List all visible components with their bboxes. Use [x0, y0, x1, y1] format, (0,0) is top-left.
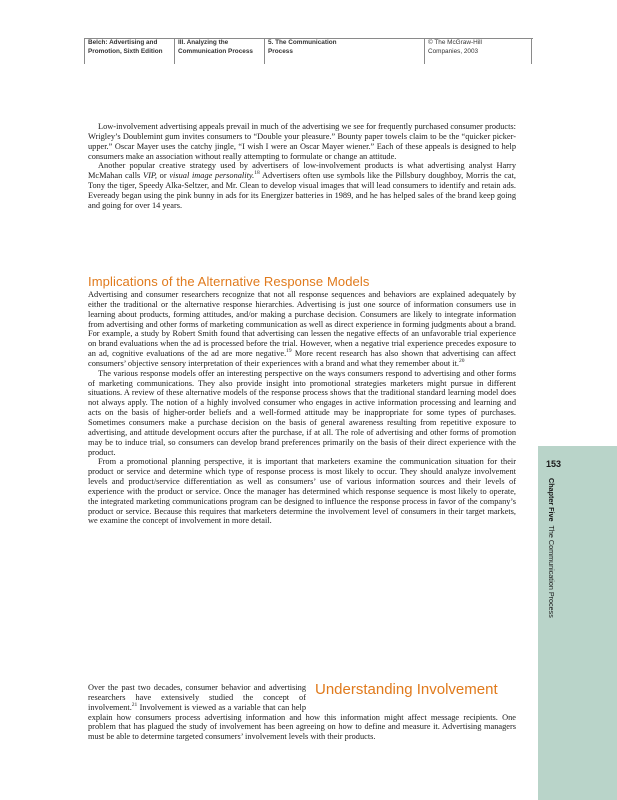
- section-heading-understanding-involvement: Understanding Involvement: [315, 681, 498, 698]
- page-number: 153: [546, 459, 562, 469]
- emphasis: VIP,: [142, 171, 157, 181]
- paragraph: From a promotional planning perspective, it is important that marketers examine the communication situation for their product or service and determine which type of response process is most likely to occur. They should analyze involvement levels and product/service differentiation as well as consumers’ use of various information sources and their levels of experience with the product or service. Once the manager has determined which response sequence is most likely to operate, the integrated marketing communications program can be designed to influence the response process in favor of the company’s product or service. Because this requires that marketers determine the involvement level of consumers in their target markets, we examine the concept of involvement in more detail.: [88, 457, 516, 526]
- footnote-ref: 18: [254, 170, 260, 177]
- paragraph: The various response models offer an interesting perspective on the ways consumers respond to advertising and other forms of marketing communications. They also provide insight into promotional strategies marketers might pursue in different situations. A review of these alternative models of the response process shows that the traditional standard learning model does not always apply. The notion of a highly involved consumer who engages in active information processing and learning and acts on the basis of higher-order beliefs and a well-formed attitude may be inappropriate for some types of purchases. Sometimes consumers make a purchase decision on the basis of general awareness resulting from repetitive exposure to advertising, and attitude development occurs after the purchase, if at all. The role of advertising and other forms of promotion may be to induce trial, so consumers can develop brand preferences primarily on the basis of their direct experience with the product.: [88, 368, 516, 457]
- header-part: [174, 38, 264, 64]
- body-section-implications: [88, 290, 516, 526]
- header-part-line2: Communication Process: [178, 48, 253, 55]
- chapter-running-title-text: [547, 478, 556, 618]
- chapter-title: The Communication Process: [547, 525, 556, 618]
- paragraph: [88, 290, 516, 369]
- text-run: More recent research has also shown that advertising can affect consumers’ objective sensory interpretation of their experiences with a brand and what they remember about it.: [88, 349, 516, 368]
- emphasis: visual image personality.: [169, 171, 255, 181]
- header-book-title-line1: Belch: Advertising and: [88, 39, 158, 46]
- header-copyright: [424, 38, 532, 64]
- text-run: Over the past two decades, consumer behavior and advertising researchers have extensively studied the concept of involvement.: [88, 683, 306, 712]
- footnote-ref: 19: [286, 348, 292, 355]
- footnote-ref: 20: [459, 358, 465, 365]
- header-chapter-line2: Process: [268, 48, 293, 55]
- chapter-running-title: [545, 478, 557, 798]
- body-section-low-involvement: [88, 122, 516, 211]
- header-book-title-line2: Promotion, Sixth Edition: [88, 48, 163, 55]
- header-copyright-line1: © The McGraw-Hill: [428, 39, 482, 46]
- section-heading: Implications of the Alternative Response Models: [88, 274, 370, 289]
- text-run: Advertising and consumer researchers recognize that not all response sequences and behaviors are explained adequately by either the traditional or the alternative response hierarchies. Advertising is just one source of information consumers use in learning about products, forming attitudes, and/or making a purchase decision. Consumers are likely to integrate information from advertising and other forms of marketing communication as well as direct experience in forming judgments about a brand. For example, a study by Robert Smith found that advertising can lessen the negative effects of an unfavorable trial experience on brand evaluations when the ad is processed before the trial. However, when a negative trial experience precedes exposure to an ad, cognitive evaluations of the ad are more negative.: [88, 290, 516, 359]
- header-part-line1: III. Analyzing the: [178, 39, 229, 46]
- running-header: [84, 38, 533, 66]
- header-book-title: [84, 38, 174, 64]
- header-copyright-line2: Companies, 2003: [428, 48, 479, 55]
- paragraph: Low-involvement advertising appeals prevail in much of the advertising we see for frequently purchased consumer products: Wrigley’s Doublemint gum invites consumers to “Double your pleasure.” Bounty paper towels claim to be the “quicker picker-upper.” Oscar Mayer uses the catchy jingle, “I wish I were an Oscar Mayer wiener.” Each of these appeals is designed to help consumers make an association without really attempting to formulate or change an attitude.: [88, 122, 516, 161]
- paragraph: [88, 161, 516, 210]
- paragraph: [88, 683, 516, 742]
- text-run: or: [156, 171, 170, 181]
- text-run: Involvement is viewed as a variable that can help explain how consumers process advertising information and how this information might affect message recipients. One problem that has plagued the study of involvement has been agreeing on how to define and measure it. Advertising managers must be able to determine targeted consumers’ involvement levels with their products.: [88, 702, 516, 742]
- body-section-understanding-involvement: [88, 683, 516, 742]
- text-run: Another popular creative strategy used by advertisers of low-involvement products is what advertising analyst Harry McMahan calls: [88, 161, 516, 181]
- text-run: Advertisers often use symbols like the Pillsbury doughboy, Morris the cat, Tony the tiger, Speedy Alka-Seltzer, and Mr. Clean to develop visual images that will lead consumers to identify and retain ads. Eveready began using the pink bunny in ads for its Energizer batteries in 1989, and he has helped sales of the brand keep going and going for over 14 years.: [88, 171, 516, 210]
- footnote-ref: 21: [131, 701, 138, 708]
- header-chapter: [264, 38, 360, 64]
- chapter-label: Chapter Five: [547, 478, 556, 522]
- header-chapter-line1: 5. The Communication: [268, 39, 337, 46]
